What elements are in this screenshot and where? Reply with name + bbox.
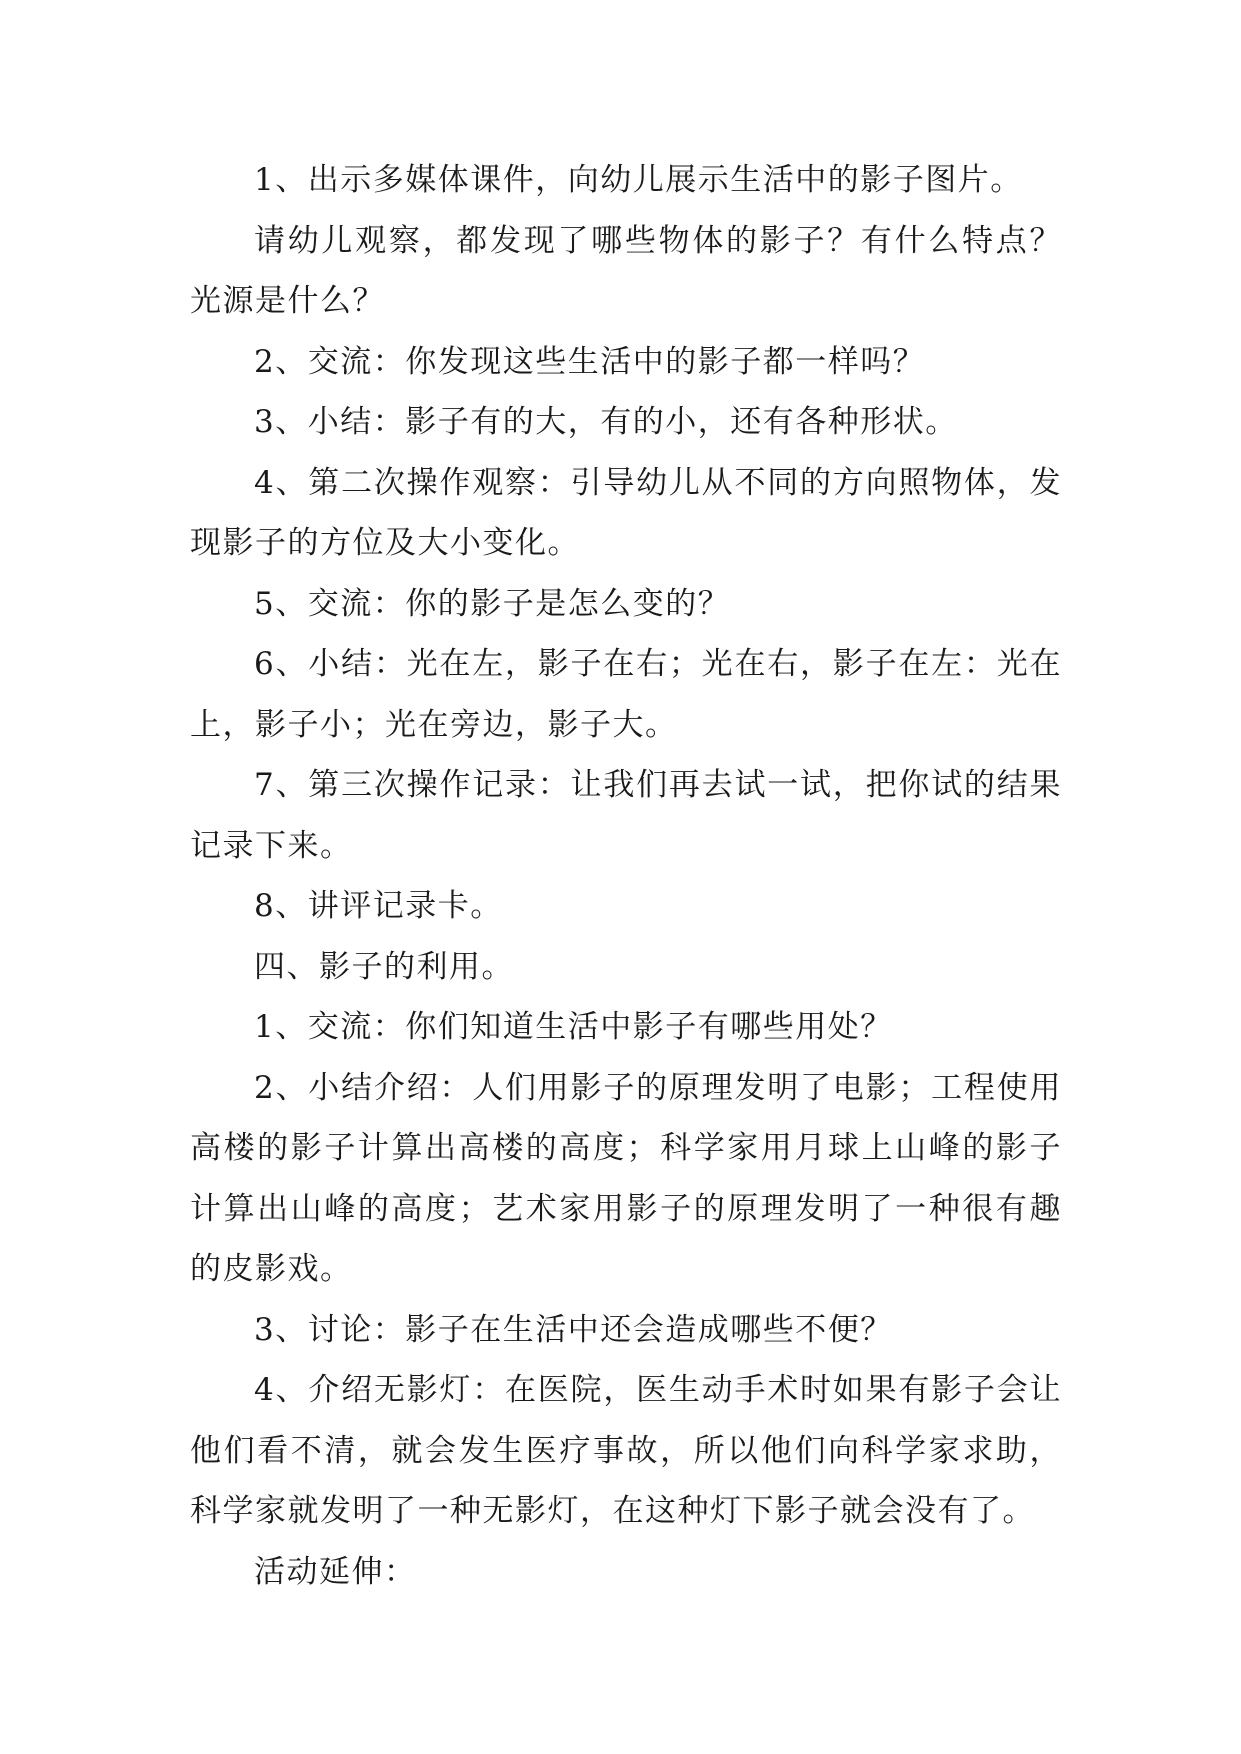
paragraph: 5、交流：你的影子是怎么变的？: [254, 585, 731, 622]
paragraph: 3、小结：影子有的大，有的小，还有各种形状。: [254, 404, 958, 440]
paragraph: 1、交流：你们知道生活中影子有哪些用处？: [254, 1009, 893, 1045]
paragraph: 4、介绍无影灯：在医院，医生动手术时如果有影子会让他们看不清，就会发生医疗事故，所以他们向科学家求助，科学家就发明了一种无影灯，在这种灯下影子就会没有了。: [190, 1372, 1062, 1529]
paragraph: 请幼儿观察，都发现了哪些物体的影子？有什么特点？光源是什么？: [190, 222, 1062, 319]
paragraph: 6、小结：光在左，影子在右；光在右，影子在左：光在上，影子小；光在旁边，影子大。: [190, 646, 1062, 743]
document-body: [190, 150, 1062, 1602]
paragraph: 活动延伸：: [254, 1553, 417, 1590]
paragraph: 2、小结介绍：人们用影子的原理发明了电影；工程使用高楼的影子计算出高楼的高度；科学家用月球上山峰的影子计算出山峰的高度；艺术家用影子的原理发明了一种很有趣的皮影戏。: [190, 1069, 1062, 1287]
paragraph: 2、交流：你发现这些生活中的影子都一样吗？: [254, 343, 926, 380]
section-heading: 四、影子的利用。: [254, 948, 514, 985]
paragraph: 1、出示多媒体课件，向幼儿展示生活中的影子图片。: [254, 162, 1023, 198]
paragraph: 7、第三次操作记录：让我们再去试一试，把你试的结果记录下来。: [190, 767, 1062, 864]
paragraph: 3、讨论：影子在生活中还会造成哪些不便？: [254, 1311, 893, 1348]
paragraph: 8、讲评记录卡。: [254, 888, 503, 924]
paragraph: 4、第二次操作观察：引导幼儿从不同的方向照物体，发现影子的方位及大小变化。: [190, 464, 1062, 561]
